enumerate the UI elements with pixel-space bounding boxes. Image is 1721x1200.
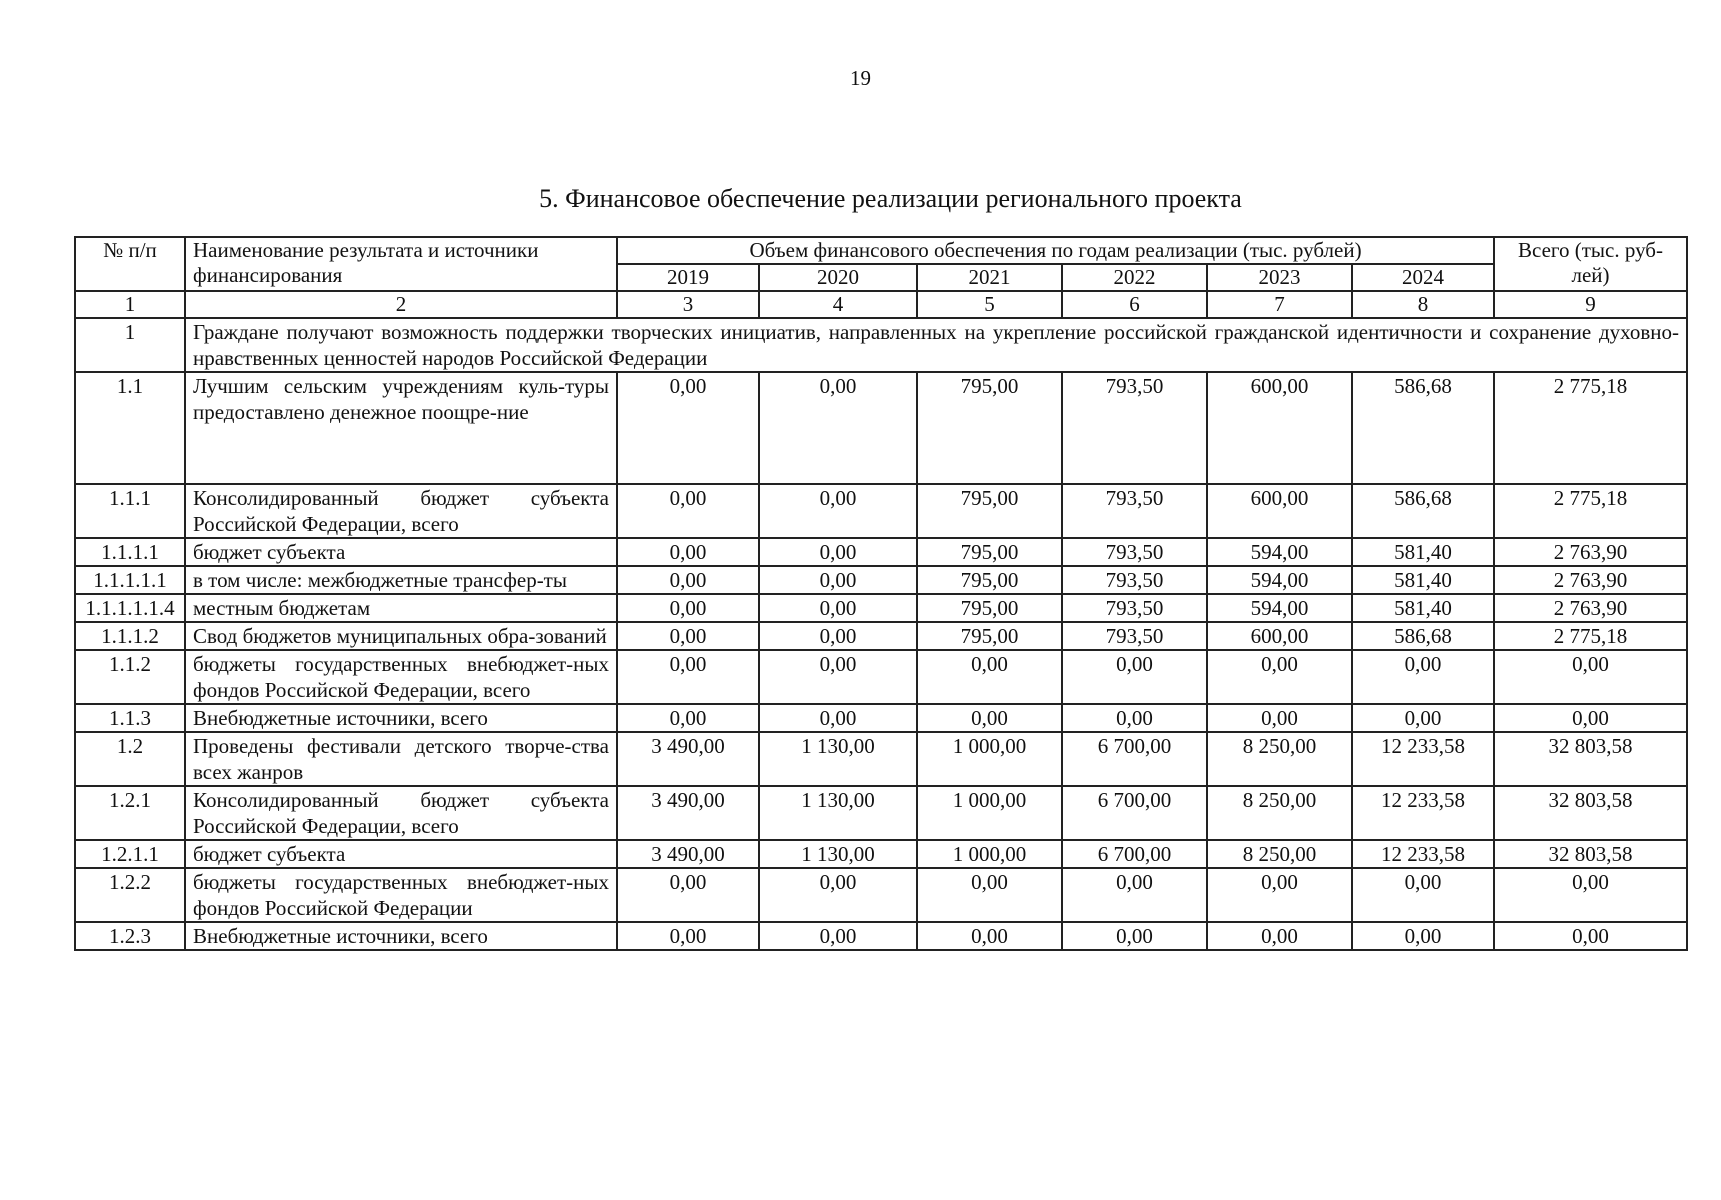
row-year-value: 0,00: [759, 372, 917, 484]
row-year-value: 0,00: [1062, 704, 1207, 732]
table-row: [75, 372, 1687, 484]
table-row: [75, 732, 1687, 786]
row-total-value: 0,00: [1494, 704, 1687, 732]
column-number: 8: [1352, 291, 1494, 318]
row-year-value: 0,00: [617, 622, 759, 650]
row-year-value: 0,00: [1352, 704, 1494, 732]
table-row: [75, 868, 1687, 922]
header-name: Наименование результата и источники финансирования: [185, 237, 617, 291]
column-number: 4: [759, 291, 917, 318]
row-year-value: 0,00: [1352, 650, 1494, 704]
row-name: бюджеты государственных внебюджет-ных фондов Российской Федерации: [185, 868, 617, 922]
row-year-value: 0,00: [759, 538, 917, 566]
header-year: 2021: [917, 264, 1062, 291]
row-year-value: 0,00: [917, 650, 1062, 704]
row-year-value: 3 490,00: [617, 732, 759, 786]
row-year-value: 600,00: [1207, 484, 1352, 538]
column-number: 1: [75, 291, 185, 318]
row-year-value: 3 490,00: [617, 786, 759, 840]
row-year-value: 0,00: [617, 704, 759, 732]
row-year-value: 0,00: [1207, 868, 1352, 922]
header-year: 2019: [617, 264, 759, 291]
row-year-value: 581,40: [1352, 566, 1494, 594]
row-year-value: 793,50: [1062, 538, 1207, 566]
row-name: бюджет субъекта: [185, 538, 617, 566]
row-year-value: 0,00: [1352, 868, 1494, 922]
row-year-value: 586,68: [1352, 484, 1494, 538]
table-row: [75, 704, 1687, 732]
row-year-value: 1 000,00: [917, 732, 1062, 786]
table-row: [75, 840, 1687, 868]
row-name: Проведены фестивали детского творче-ства всех жанров: [185, 732, 617, 786]
row-year-value: 795,00: [917, 622, 1062, 650]
row-year-value: 0,00: [759, 484, 917, 538]
row-year-value: 0,00: [917, 868, 1062, 922]
column-number: 5: [917, 291, 1062, 318]
page-number: 19: [850, 66, 871, 90]
row-year-value: 0,00: [1207, 704, 1352, 732]
row-year-value: 586,68: [1352, 372, 1494, 484]
row-total-value: 2 763,90: [1494, 538, 1687, 566]
row-total-value: 0,00: [1494, 868, 1687, 922]
row-year-value: 1 130,00: [759, 786, 917, 840]
row-year-value: 0,00: [1062, 868, 1207, 922]
table-row: [75, 650, 1687, 704]
row-total-value: 2 763,90: [1494, 566, 1687, 594]
row-year-value: 594,00: [1207, 594, 1352, 622]
row-name: Свод бюджетов муниципальных обра-зований: [185, 622, 617, 650]
row-year-value: 12 233,58: [1352, 840, 1494, 868]
row-year-value: 0,00: [759, 566, 917, 594]
row-year-value: 795,00: [917, 566, 1062, 594]
header-year: 2022: [1062, 264, 1207, 291]
column-number: 6: [1062, 291, 1207, 318]
row-year-value: 581,40: [1352, 538, 1494, 566]
header-year: 2023: [1207, 264, 1352, 291]
row-name: Внебюджетные источники, всего: [185, 704, 617, 732]
row-year-value: 793,50: [1062, 372, 1207, 484]
table-row: [75, 538, 1687, 566]
row-name: Консолидированный бюджет субъекта Российской Федерации, всего: [185, 484, 617, 538]
row-number: 1.1.1.2: [75, 622, 185, 650]
row-year-value: 581,40: [1352, 594, 1494, 622]
header-volume: Объем финансового обеспечения по годам реализации (тыс. рублей): [617, 237, 1494, 264]
header-year: 2024: [1352, 264, 1494, 291]
row-year-value: 6 700,00: [1062, 732, 1207, 786]
row-year-value: 795,00: [917, 484, 1062, 538]
row-year-value: 0,00: [759, 622, 917, 650]
finance-table: [74, 236, 1688, 951]
header-row-1: [75, 237, 1687, 264]
row-number: 1.1.1: [75, 484, 185, 538]
column-number-row: [75, 291, 1687, 318]
row-number: 1.1.1.1.1: [75, 566, 185, 594]
row-year-value: 0,00: [1207, 922, 1352, 950]
row-total-value: 2 775,18: [1494, 484, 1687, 538]
row-year-value: 8 250,00: [1207, 732, 1352, 786]
row-year-value: 600,00: [1207, 622, 1352, 650]
row-year-value: 586,68: [1352, 622, 1494, 650]
table-row: [75, 922, 1687, 950]
row-total-value: 2 775,18: [1494, 622, 1687, 650]
row-year-value: 0,00: [617, 538, 759, 566]
row-year-value: 0,00: [617, 650, 759, 704]
row-year-value: 0,00: [617, 594, 759, 622]
row-number: 1.1.2: [75, 650, 185, 704]
row-total-value: 2 775,18: [1494, 372, 1687, 484]
section-num: 1: [75, 318, 185, 372]
row-year-value: 0,00: [1352, 922, 1494, 950]
table-row: [75, 594, 1687, 622]
row-number: 1.1.1.1.1.4: [75, 594, 185, 622]
row-year-value: 0,00: [1207, 650, 1352, 704]
row-year-value: 0,00: [617, 868, 759, 922]
row-name: бюджеты государственных внебюджет-ных фондов Российской Федерации, всего: [185, 650, 617, 704]
row-number: 1.2: [75, 732, 185, 786]
row-year-value: 0,00: [759, 922, 917, 950]
row-name: Консолидированный бюджет субъекта Российской Федерации, всего: [185, 786, 617, 840]
row-year-value: 0,00: [1062, 650, 1207, 704]
section-row: [75, 318, 1687, 372]
row-name: в том числе: межбюджетные трансфер-ты: [185, 566, 617, 594]
header-year: 2020: [759, 264, 917, 291]
section-text: Граждане получают возможность поддержки творческих инициатив, направленных на укрепление российской гражданской идентичности и сохранение духовно-нравственных ценностей народов Российской Федерации: [185, 318, 1687, 372]
row-year-value: 594,00: [1207, 566, 1352, 594]
row-year-value: 12 233,58: [1352, 732, 1494, 786]
table-row: [75, 786, 1687, 840]
row-name: местным бюджетам: [185, 594, 617, 622]
row-year-value: 0,00: [617, 372, 759, 484]
row-total-value: 32 803,58: [1494, 840, 1687, 868]
header-total: Всего (тыс. руб-лей): [1494, 237, 1687, 291]
row-year-value: 0,00: [617, 484, 759, 538]
row-year-value: 12 233,58: [1352, 786, 1494, 840]
row-year-value: 1 130,00: [759, 840, 917, 868]
row-year-value: 6 700,00: [1062, 840, 1207, 868]
row-number: 1.1: [75, 372, 185, 484]
row-year-value: 0,00: [759, 704, 917, 732]
column-number: 3: [617, 291, 759, 318]
row-number: 1.1.1.1: [75, 538, 185, 566]
row-total-value: 32 803,58: [1494, 786, 1687, 840]
section-title: 5. Финансовое обеспечение реализации регионального проекта: [539, 184, 1242, 213]
row-year-value: 795,00: [917, 594, 1062, 622]
row-year-value: 793,50: [1062, 566, 1207, 594]
row-name: бюджет субъекта: [185, 840, 617, 868]
row-year-value: 8 250,00: [1207, 840, 1352, 868]
row-year-value: 793,50: [1062, 622, 1207, 650]
header-num: № п/п: [75, 237, 185, 291]
row-total-value: 32 803,58: [1494, 732, 1687, 786]
row-number: 1.2.1.1: [75, 840, 185, 868]
row-year-value: 594,00: [1207, 538, 1352, 566]
column-number: 7: [1207, 291, 1352, 318]
row-total-value: 0,00: [1494, 922, 1687, 950]
row-year-value: 1 130,00: [759, 732, 917, 786]
column-number: 2: [185, 291, 617, 318]
row-year-value: 0,00: [759, 594, 917, 622]
table-row: [75, 566, 1687, 594]
row-name: Внебюджетные источники, всего: [185, 922, 617, 950]
row-total-value: 2 763,90: [1494, 594, 1687, 622]
column-number: 9: [1494, 291, 1687, 318]
row-year-value: 0,00: [917, 704, 1062, 732]
row-year-value: 8 250,00: [1207, 786, 1352, 840]
row-year-value: 0,00: [617, 922, 759, 950]
row-year-value: 795,00: [917, 372, 1062, 484]
row-year-value: 0,00: [917, 922, 1062, 950]
row-year-value: 0,00: [617, 566, 759, 594]
row-year-value: 6 700,00: [1062, 786, 1207, 840]
row-year-value: 1 000,00: [917, 786, 1062, 840]
row-year-value: 3 490,00: [617, 840, 759, 868]
row-year-value: 1 000,00: [917, 840, 1062, 868]
table-row: [75, 622, 1687, 650]
row-year-value: 0,00: [759, 650, 917, 704]
row-number: 1.2.3: [75, 922, 185, 950]
row-name: Лучшим сельским учреждениям куль-туры предоставлено денежное поощре-ние: [185, 372, 617, 484]
table-row: [75, 484, 1687, 538]
row-number: 1.2.1: [75, 786, 185, 840]
row-number: 1.1.3: [75, 704, 185, 732]
row-year-value: 795,00: [917, 538, 1062, 566]
row-total-value: 0,00: [1494, 650, 1687, 704]
row-year-value: 0,00: [759, 868, 917, 922]
row-year-value: 793,50: [1062, 594, 1207, 622]
row-number: 1.2.2: [75, 868, 185, 922]
row-year-value: 0,00: [1062, 922, 1207, 950]
row-year-value: 793,50: [1062, 484, 1207, 538]
row-year-value: 600,00: [1207, 372, 1352, 484]
